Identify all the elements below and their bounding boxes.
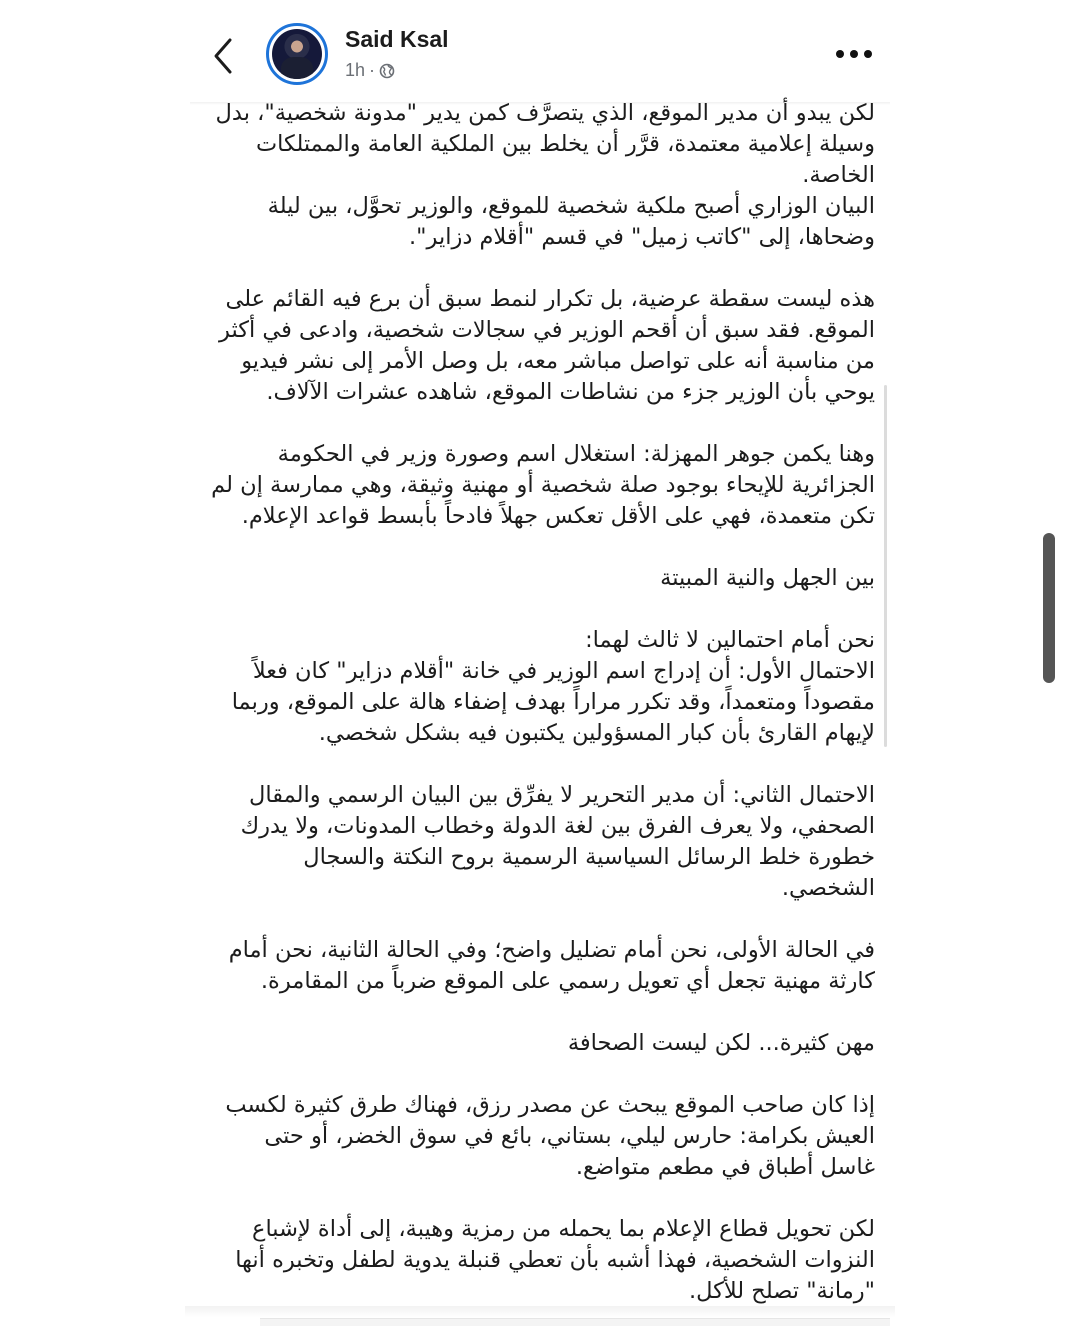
globe-icon[interactable] — [379, 63, 395, 79]
section-heading: بين الجهل والنية المبيتة — [660, 565, 875, 591]
post-paragraph: في الحالة الأولى، نحن أمام تضليل واضح؛ وفي الحالة الثانية، نحن أمام كارثة مهنية تجعل أي تعويل رسمي على الموقع ضرباً من المقامرة. — [228, 937, 875, 994]
post-paragraph: هذه ليست سقطة عرضية، بل تكرار لنمط سبق أن برع فيه القائم على الموقع. فقد سبق أن أقحم الوزير في سجالات شخصية، وادعى في أكثر من مناسبة أنه على تواصل مباشر معه، بل وصل الأمر إلى نشر فيديو يوحي بأن الوزير جزء من نشاطات الموقع، شاهده عشرات الآلاف. — [219, 286, 875, 405]
page-scrollbar-thumb[interactable] — [1043, 533, 1055, 683]
post-paragraph: الاحتمال الثاني: أن مدير التحرير لا يفرِّق بين البيان الرسمي والمقال الصحفي، ولا يعرف الفرق بين لغة الدولة وخطاب المدونات، ولا يدرك خطورة خلط الرسائل السياسية الرسمية بروح النكتة والسجال الشخصي. — [240, 782, 875, 901]
post-paragraph: لكن يبدو أن مدير الموقع، الذي يتصرَّف كمن يدير "مدونة شخصية"، بدل وسيلة إعلامية معتمدة، قرَّر أن يخلط بين الملكية العامة والممتلكات الخاصة. — [215, 100, 875, 188]
meta-separator: · — [369, 60, 376, 80]
more-dot — [864, 50, 872, 58]
back-button[interactable] — [208, 36, 238, 76]
post-text — [205, 98, 875, 1338]
post-paragraph: البيان الوزاري أصبح ملكية شخصية للموقع، والوزير تحوَّل، بين ليلة وضحاها، إلى "كاتب زميل" في قسم "أقلام دزاير". — [267, 193, 875, 250]
more-dot — [850, 50, 858, 58]
avatar-image — [272, 29, 322, 79]
author-name[interactable]: Said Ksal — [345, 26, 449, 52]
post-meta — [345, 60, 395, 81]
more-dot — [836, 50, 844, 58]
post-timestamp[interactable]: 1h — [345, 60, 366, 80]
chevron-left-icon — [208, 36, 238, 76]
post-header — [190, 0, 890, 100]
post-paragraph: وهنا يكمن جوهر المهزلة: استغلال اسم وصورة وزير في الحكومة الجزائرية للإيحاء بوجود صلة شخصية أو مهنية وثيقة، وهي ممارسة إن لم تكن متعمدة، فهي على الأقل تعكس جهلاً فادحاً بأبسط قواعد الإعلام. — [211, 441, 875, 529]
post-paragraph: نحن أمام احتمالين لا ثالث لهما: — [585, 627, 875, 653]
text-scroll-indicator[interactable] — [884, 385, 887, 747]
section-heading: مهن كثيرة... لكن ليست الصحافة — [567, 1030, 875, 1056]
author-avatar[interactable] — [266, 23, 328, 85]
more-options-button[interactable] — [836, 46, 872, 62]
post-paragraph: لكن تحويل قطاع الإعلام بما يحمله من رمزية وهيبة، إلى أداة لإشباع النزوات الشخصية، فهذا أشبه بأن تعطي قنبلة يدوية لطفل وتخبره أنها "رمانة" تصلح للأكل. — [235, 1216, 875, 1304]
post-paragraph: الاحتمال الأول: أن إدراج اسم الوزير في خانة "أقلام دزاير" كان فعلاً مقصوداً ومتعمداً، وقد تكرر مراراً بهدف إضفاء هالة على الموقع، وربما لإيهام القارئ بأن كبار المسؤولين يكتبون فيه بشكل شخصي. — [231, 658, 875, 746]
post-paragraph: إذا كان صاحب الموقع يبحث عن مصدر رزق، فهناك طرق كثيرة لكسب العيش بكرامة: حارس ليلي، بستاني، بائع في سوق الخضر، أو حتى غاسل أطباق في مطعم متواضع. — [225, 1092, 875, 1180]
